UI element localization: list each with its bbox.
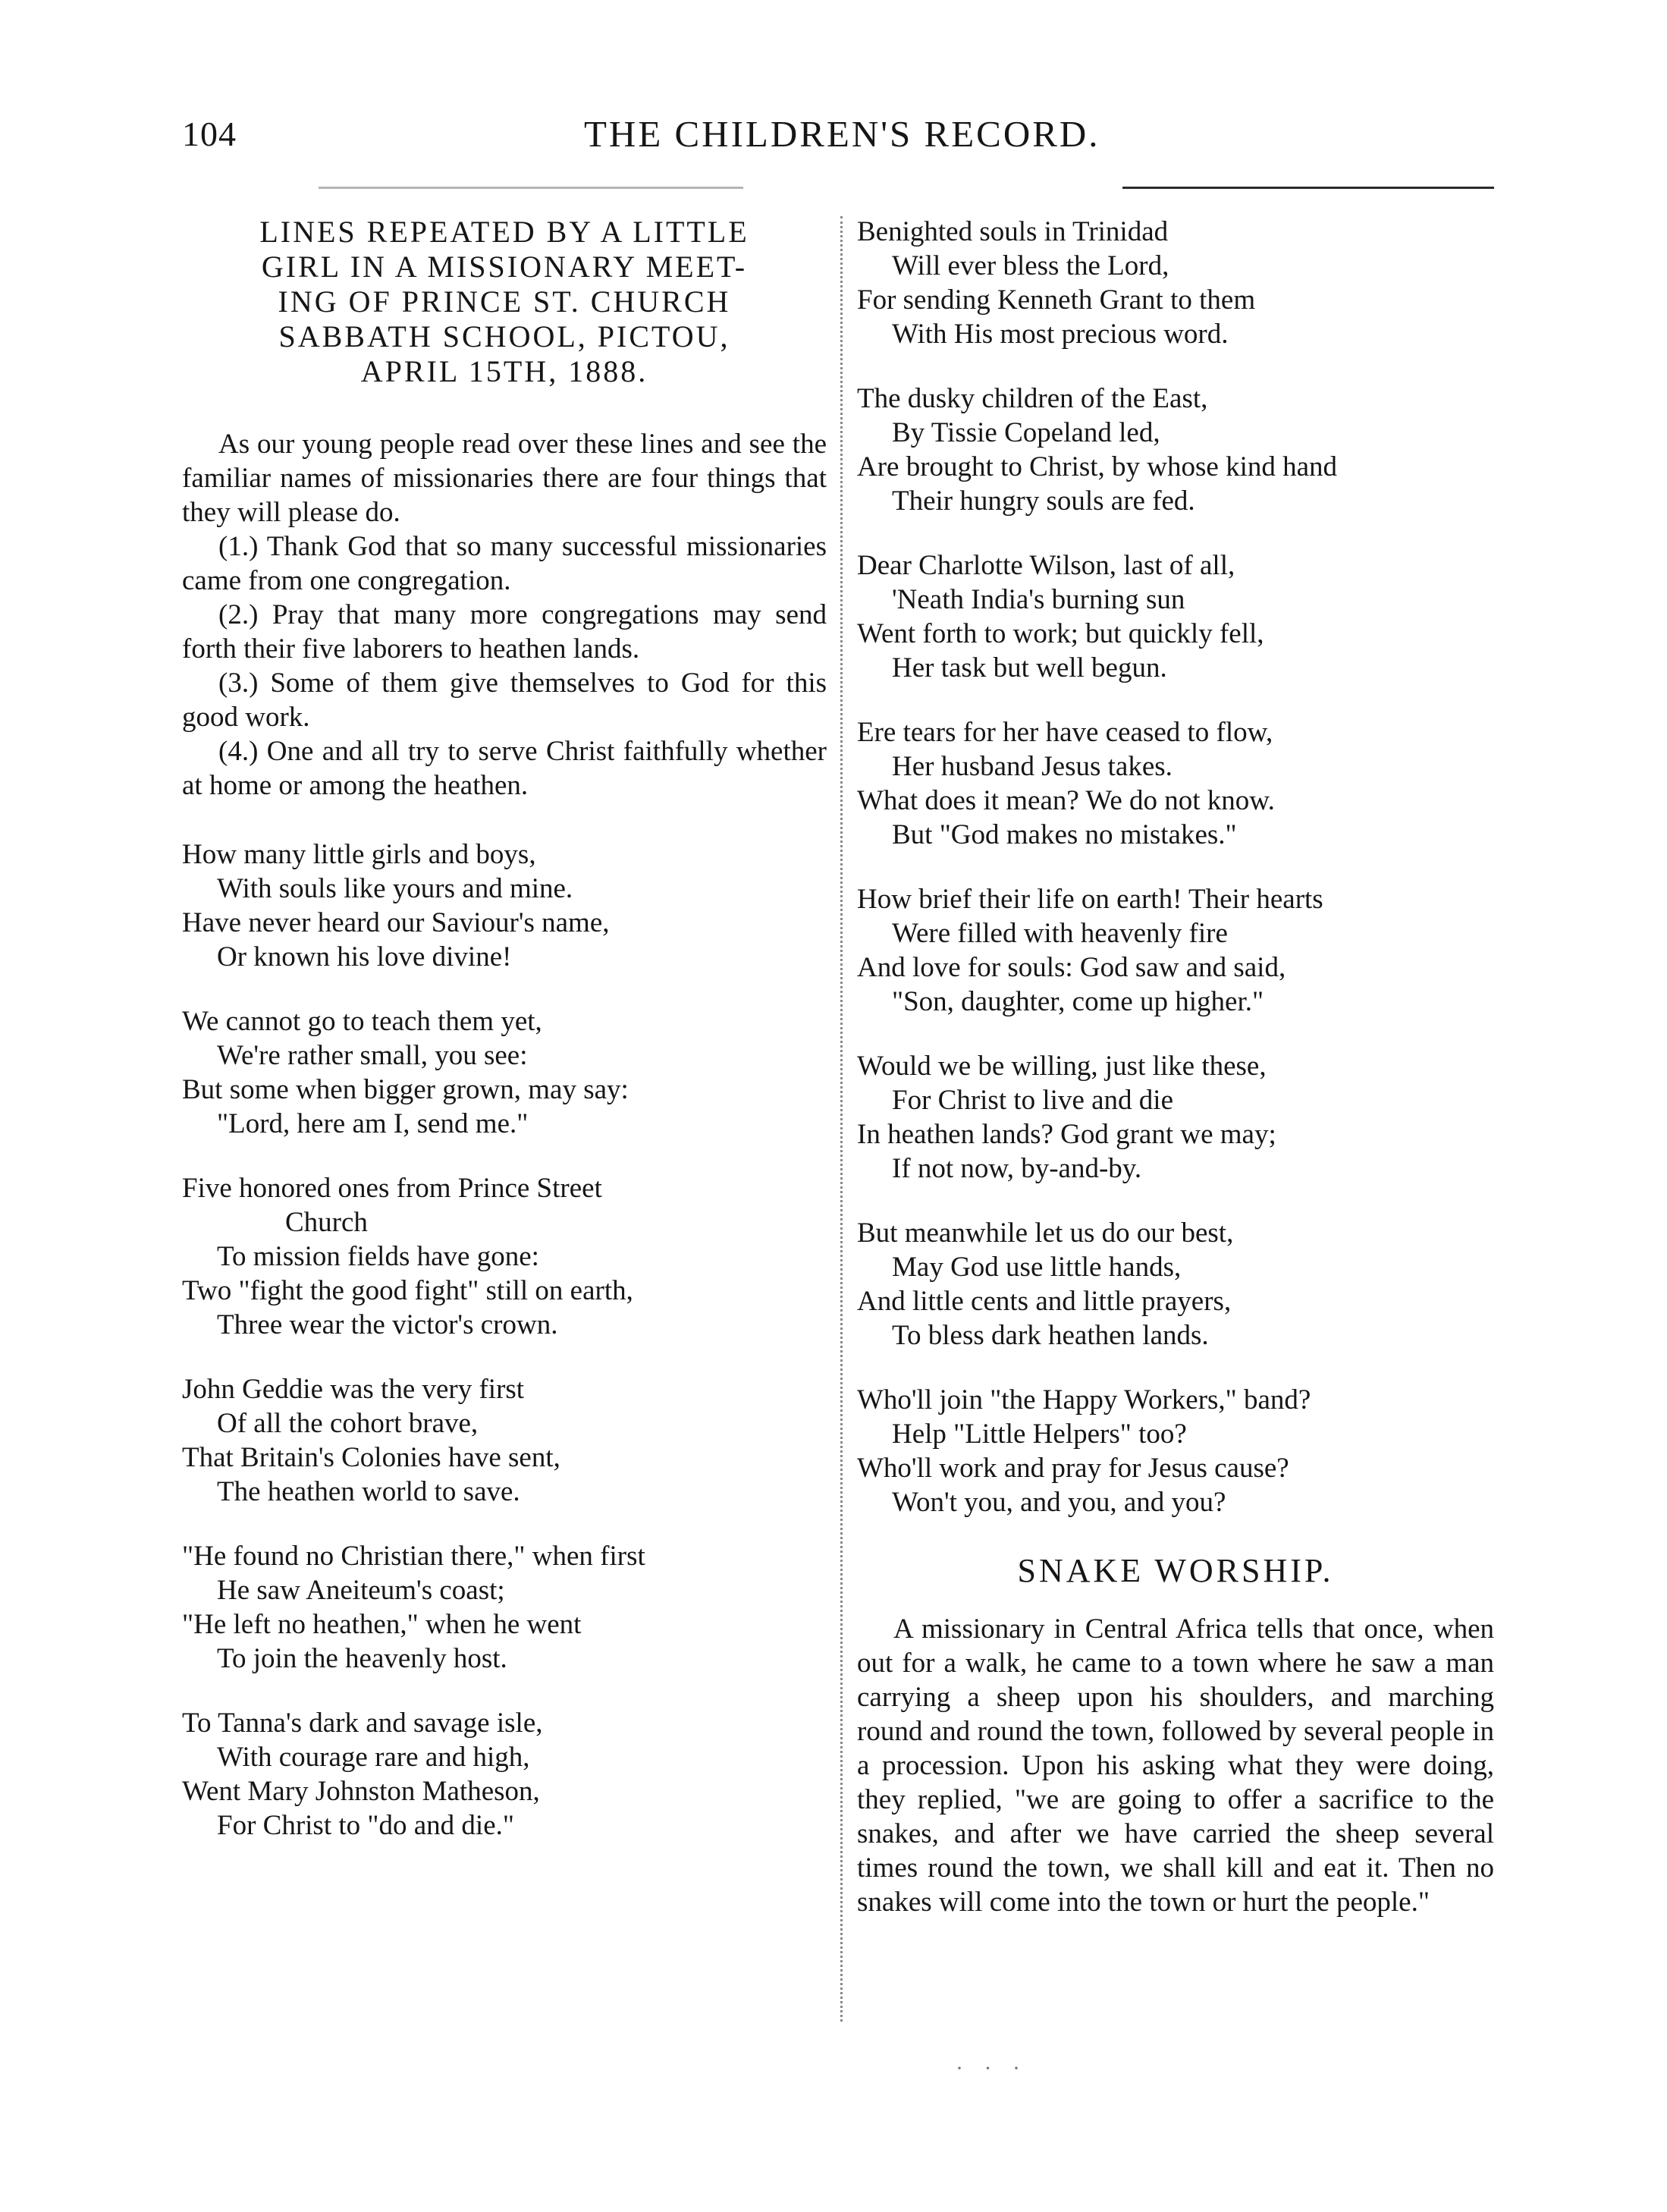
poem-line: To mission fields have gone: [217, 1241, 539, 1272]
snake-worship-title: SNAKE WORSHIP. [1017, 1552, 1334, 1589]
poem-line: How brief their life on earth! Their hearts [857, 884, 1323, 915]
article-title-line: GIRL IN A MISSIONARY MEET- [261, 250, 748, 284]
intro-item: (2.) Pray that many more congregations may send forth their five laborers to heathen lands. [182, 599, 827, 665]
poem-stanza [857, 548, 1494, 685]
poem-line: But some when bigger grown, may say: [182, 1074, 629, 1105]
poem-line: With souls like yours and mine. [217, 873, 573, 904]
poem-line: What does it mean? We do not know. [857, 785, 1275, 816]
poem-line: Are brought to Christ, by whose kind hand [857, 451, 1338, 482]
poem-line: To bless dark heathen lands. [892, 1320, 1209, 1351]
poem-line: "Son, daughter, come up higher." [892, 986, 1264, 1017]
article-title-line: ING OF PRINCE ST. CHURCH [278, 284, 731, 319]
poem-line: How many little girls and boys, [182, 839, 536, 870]
poem-line: Would we be willing, just like these, [857, 1051, 1267, 1082]
poem-stanza [182, 1539, 827, 1676]
poem-line: Of all the cohort brave, [217, 1408, 479, 1439]
article-title-line: SABBATH SCHOOL, PICTOU, [278, 319, 730, 353]
poem-line: The heathen world to save. [217, 1476, 520, 1507]
poem-line: Dear Charlotte Wilson, last of all, [857, 550, 1235, 581]
poem-line: "He left no heathen," when he went [182, 1609, 582, 1640]
left-column [182, 215, 827, 1873]
poem-line: For sending Kenneth Grant to them [857, 284, 1256, 316]
poem-stanza [182, 1004, 827, 1141]
poem-line: Went forth to work; but quickly fell, [857, 618, 1264, 649]
footer-dots: · · · [956, 2056, 1028, 2081]
snake-worship-paragraph: A missionary in Central Africa tells that once, when out for a walk, he came to a town where he saw a man carrying a sheep upon his shoulders, and marching round and round the town, followed by several people in a procession. Upon his asking what they were doing, they replied, "we are going to offer a sacrifice to the snakes, and after we have carried the sheep several times round the town, we shall kill and eat it. Then no snakes will come into the town or hurt the people." [857, 1613, 1494, 1918]
poem-line: In heathen lands? God grant we may; [857, 1119, 1276, 1150]
running-title: THE CHILDREN'S RECORD. [584, 113, 1100, 155]
poem-stanza [857, 382, 1494, 518]
poem-line: That Britain's Colonies have sent, [182, 1442, 560, 1473]
poem-line: Will ever bless the Lord, [892, 250, 1169, 281]
poem-line: For Christ to "do and die." [217, 1810, 514, 1841]
poem-line: For Christ to live and die [892, 1085, 1173, 1116]
poem-line: Her task but well begun. [892, 652, 1167, 683]
poem-line: Church [285, 1207, 368, 1238]
right-column [857, 215, 1494, 1919]
poem-line: Help "Little Helpers" too? [892, 1419, 1187, 1450]
page-number: 104 [182, 115, 237, 153]
poem-line: Who'll join "the Happy Workers," band? [857, 1384, 1311, 1415]
poem-line: May God use little hands, [892, 1252, 1182, 1283]
poem-line: With courage rare and high, [217, 1742, 530, 1773]
poem-line: We're rather small, you see: [217, 1040, 528, 1071]
poem-line: Were filled with heavenly fire [892, 918, 1228, 949]
poem-stanza [182, 1171, 827, 1342]
poem-line: Two "fight the good fight" still on earth, [182, 1275, 633, 1306]
poem-line: If not now, by-and-by. [892, 1153, 1142, 1184]
poem-line: By Tissie Copeland led, [892, 417, 1160, 448]
poem-line: "Lord, here am I, send me." [217, 1108, 529, 1139]
poem-line: 'Neath India's burning sun [892, 584, 1185, 615]
poem-line: Went Mary Johnston Matheson, [182, 1776, 540, 1807]
poem-stanza [857, 215, 1494, 351]
poem-stanza [182, 1706, 827, 1843]
intro-item: (4.) One and all try to serve Christ faithfully whether at home or among the heathen. [182, 736, 827, 801]
intro-item: (1.) Thank God that so many successful missionaries came from one congregation. [182, 531, 827, 596]
poem-line: Their hungry souls are fed. [892, 485, 1195, 517]
intro-item: (3.) Some of them give themselves to God for this good work. [182, 668, 827, 733]
poem-line: Her husband Jesus takes. [892, 751, 1173, 782]
poem-line: But "God makes no mistakes." [892, 819, 1237, 850]
poem-line: Benighted souls in Trinidad [857, 216, 1169, 247]
poem-line: John Geddie was the very first [182, 1374, 525, 1405]
poem-stanza [857, 1049, 1494, 1186]
poem-stanza [857, 1383, 1494, 1519]
poem-line: And little cents and little prayers, [857, 1286, 1232, 1317]
poem-line: We cannot go to teach them yet, [182, 1006, 542, 1037]
intro-paragraph: As our young people read over these lines and see the familiar names of missionaries there are four things that they will please do. [182, 429, 827, 528]
poem-line: But meanwhile let us do our best, [857, 1218, 1234, 1249]
poem-stanza [182, 1372, 827, 1509]
poem-line: Five honored ones from Prince Street [182, 1173, 602, 1204]
article-title [182, 215, 827, 389]
poem-line: With His most precious word. [892, 319, 1229, 350]
article-title-line: LINES REPEATED BY A LITTLE [259, 215, 749, 249]
poem-line: Won't you, and you, and you? [892, 1487, 1226, 1518]
poem-stanza [857, 715, 1494, 852]
poem-line: To join the heavenly host. [217, 1643, 507, 1674]
poem-line: Who'll work and pray for Jesus cause? [857, 1453, 1289, 1484]
header-rule-right [1122, 187, 1494, 189]
poem-line: "He found no Christian there," when first [182, 1541, 645, 1572]
intro-text [182, 427, 827, 803]
poem-line: Have never heard our Saviour's name, [182, 907, 610, 938]
poem-stanza [182, 837, 827, 974]
article-title-line: APRIL 15TH, 1888. [360, 354, 648, 388]
poem-line: Or known his love divine! [217, 941, 512, 972]
column-divider [840, 216, 843, 2022]
poem-stanza [857, 1216, 1494, 1353]
poem-stanza [857, 882, 1494, 1019]
poem-line: Three wear the victor's crown. [217, 1309, 558, 1340]
header-rule-left [319, 187, 743, 189]
poem-line: To Tanna's dark and savage isle, [182, 1708, 543, 1739]
poem-line: The dusky children of the East, [857, 383, 1208, 414]
poem-line: Ere tears for her have ceased to flow, [857, 717, 1273, 748]
poem-line: He saw Aneiteum's coast; [217, 1575, 505, 1606]
poem-line: And love for souls: God saw and said, [857, 952, 1286, 983]
